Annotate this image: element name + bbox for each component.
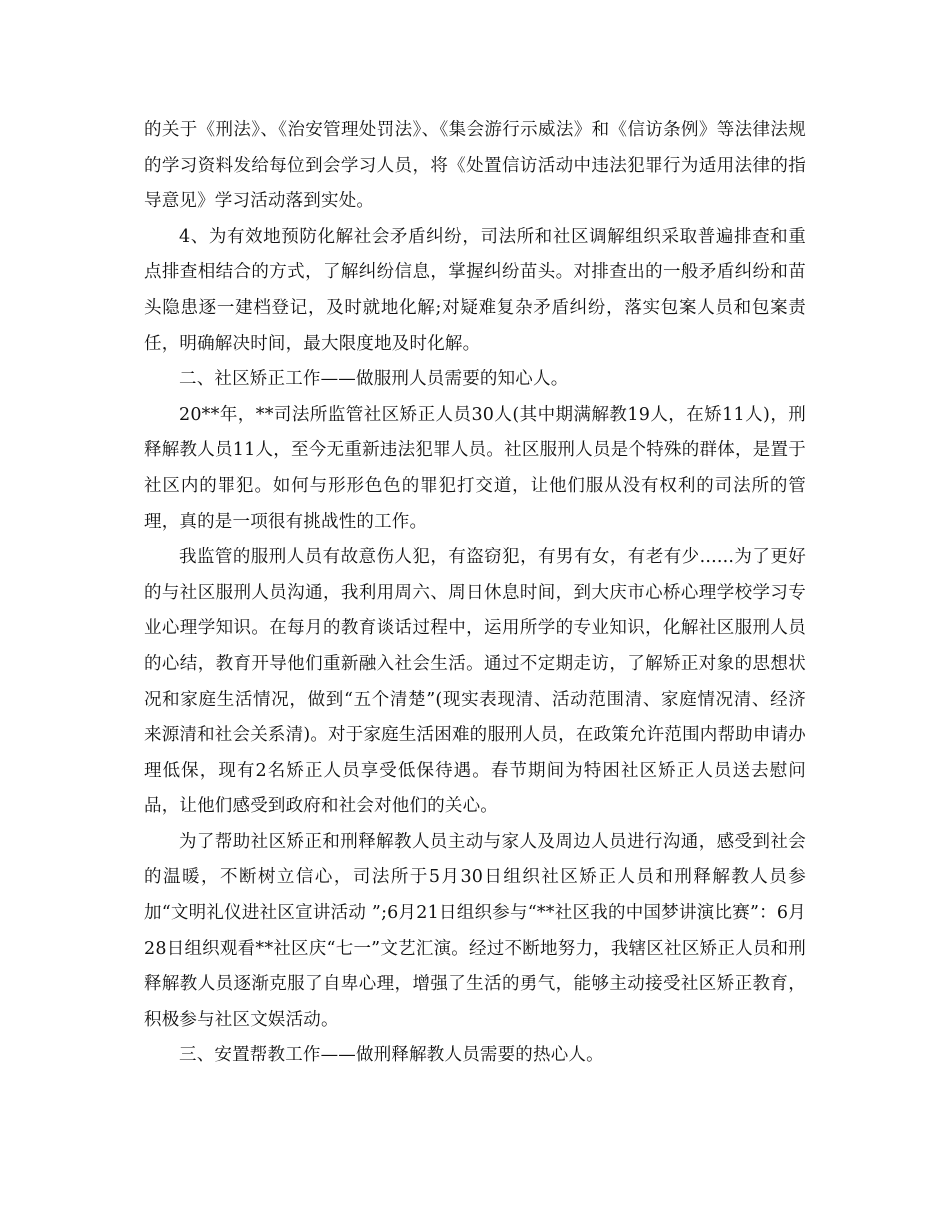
paragraph-5: 我监管的服刑人员有故意伤人犯，有盗窃犯，有男有女，有老有少......为了更好的与社区服刑人员沟通，我利用周六、周日休息时间，到大庆市心桥心理学校学习专业心理学知识。在每月的教育谈话过程中，运用所学的专业知识，化解社区服刑人员的心结，教育开导他们重新融入社会生活。通过不定期走访，了解矫正对象的思想状况和家庭生活情况，做到“五个清楚”(现实表现清、活动范围清、家庭情况清、经济来源清和社会关系清)。对于家庭生活困难的服刑人员，在政策允许范围内帮助申请办理低保，现有2名矫正人员享受低保待遇。春节期间为特困社区矫正人员送去慰问品，让他们感受到政府和社会对他们的关心。 bbox=[144, 547, 806, 817]
section-heading-community-correction: 二、社区矫正工作——做服刑人员需要的知心人。 bbox=[179, 369, 569, 390]
paragraph-1: 的关于《刑法》、《治安管理处罚法》、《集会游行示威法》和《信访条例》等法律法规的学习资料发给每位到会学习人员，将《处置信访活动中违法犯罪行为适用法律的指导意见》学习活动落到实处。 bbox=[144, 120, 806, 212]
paragraph-2: 4、为有效地预防化解社会矛盾纠纷，司法所和社区调解组织采取普遍排查和重点排查相结合的方式，了解纠纷信息，掌握纠纷苗头。对排查出的一般矛盾纠纷和苗头隐患逐一建档登记，及时就地化解;对疑难复杂矛盾纠纷，落实包案人员和包案责任，明确解决时间，最大限度地及时化解。 bbox=[144, 226, 806, 354]
section-heading-resettlement: 三、安置帮教工作——做刑释解教人员需要的热心人。 bbox=[179, 1045, 604, 1066]
paragraph-6: 为了帮助社区矫正和刑释解教人员主动与家人及周边人员进行沟通，感受到社会的温暖，不断树立信心，司法所于5月30日组织社区矫正人员和刑释解教人员参加“文明礼仪进社区宣讲活动 ”;6月21日组织参与“**社区我的中国梦讲演比赛”：6月28日组织观看**社区庆“七一”文艺汇演。经过不断地努力，我辖区社区矫正人员和刑释解教人员逐渐克服了自卑心理，增强了生活的勇气，能够主动接受社区矫正教育，积极参与社区文娱活动。 bbox=[144, 831, 806, 1030]
paragraph-4: 20**年，**司法所监管社区矫正人员30人(其中期满解教19人，在矫11人)，刑释解教人员11人，至今无重新违法犯罪人员。社区服刑人员是个特殊的群体，是置于社区内的罪犯。如何与形形色色的罪犯打交道，让他们服从没有权利的司法所的管理，真的是一项很有挑战性的工作。 bbox=[144, 404, 806, 532]
document-page bbox=[144, 113, 806, 1074]
